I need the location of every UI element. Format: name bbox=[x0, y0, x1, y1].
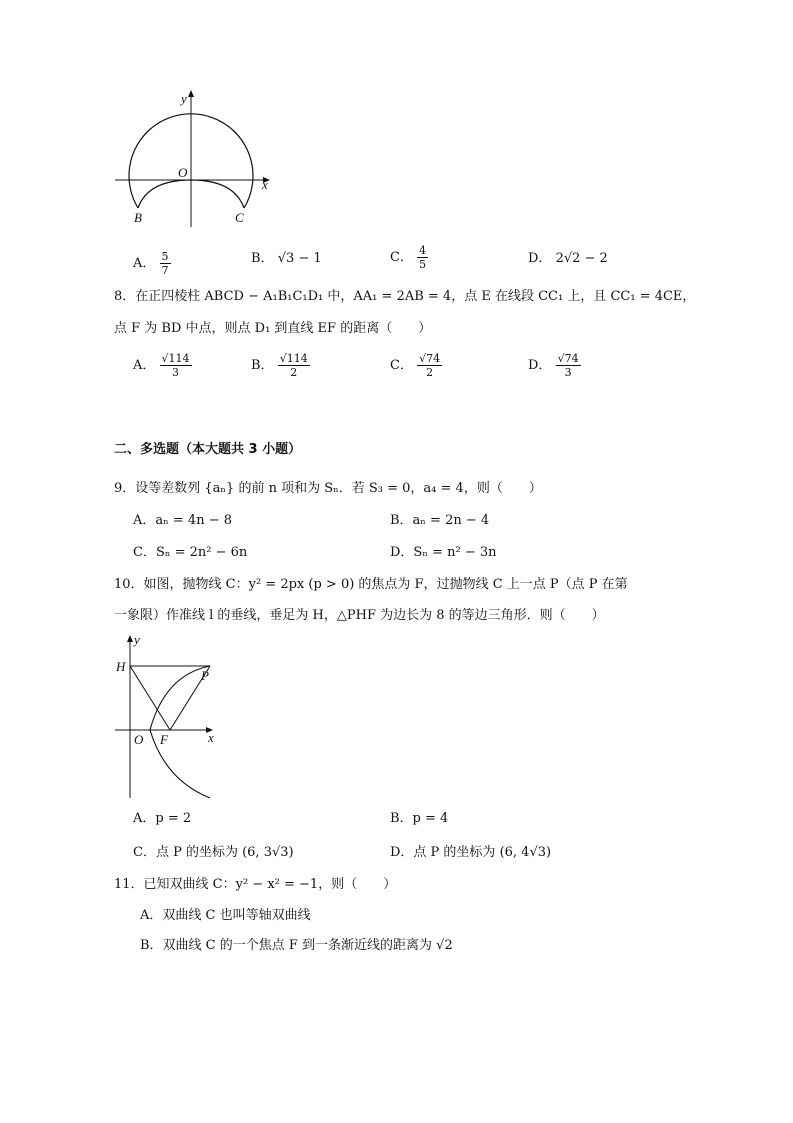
q8-option-d-letter: D． bbox=[528, 358, 552, 373]
y-axis-arrow-icon bbox=[188, 90, 194, 97]
q7-option-c-fraction: $\frac{4}{5}$ bbox=[419, 244, 427, 271]
q8-stem-line2: 点 F 为 BD 中点，则点 D₁ 到直线 EF 的距离（ ） bbox=[114, 321, 432, 336]
q8-option-a-fraction: $\frac{√114}{3}$ bbox=[161, 352, 190, 379]
q8-option-a[interactable] bbox=[133, 352, 192, 379]
q11-stem: 11．已知双曲线 C：y² − x² = −1，则（ ） bbox=[114, 877, 397, 892]
section-heading: 二、多选题（本大题共 3 小题） bbox=[114, 442, 302, 457]
q10-option-a[interactable]: A．p = 2 bbox=[133, 811, 192, 826]
parabola bbox=[150, 666, 210, 798]
q10-option-b[interactable]: B．p = 4 bbox=[390, 811, 449, 826]
q10-stem-line1: 10．如图，抛物线 C：y² = 2px (p > 0) 的焦点为 F，过抛物线 C 上一点 P（点 P 在第 bbox=[114, 577, 628, 592]
q7-option-b[interactable] bbox=[251, 250, 322, 268]
q7-option-a[interactable] bbox=[133, 250, 171, 277]
fig7-origin-label: O bbox=[178, 165, 188, 180]
q7-figure bbox=[100, 85, 290, 230]
q8-option-b-letter: B． bbox=[251, 358, 274, 373]
q8-option-b-fraction: $\frac{√114}{2}$ bbox=[279, 352, 308, 379]
q7-option-a-fraction: $\frac{5}{7}$ bbox=[161, 250, 169, 277]
q8-stem-line1: 8．在正四棱柱 ABCD − A₁B₁C₁D₁ 中，AA₁ = 2AB = 4，点 E 在线段 CC₁ 上，且 CC₁ = 4CE， bbox=[114, 289, 696, 304]
fig7-point-b-label: B bbox=[134, 210, 142, 225]
q7-option-b-value: √3 − 1 bbox=[277, 251, 322, 266]
q10-option-d[interactable]: D．点 P 的坐标为 (6, 4√3) bbox=[390, 845, 552, 860]
q8-option-c-fraction: $\frac{√74}{2}$ bbox=[419, 352, 441, 379]
q9-stem: 9．设等差数列 {aₙ} 的前 n 项和为 Sₙ．若 S₃ = 0，a₄ = 4，则（ ） bbox=[114, 481, 542, 496]
fig10-point-h-label: H bbox=[116, 659, 126, 674]
q8-option-c[interactable] bbox=[390, 352, 442, 379]
fig10-point-p-label: P bbox=[201, 668, 209, 683]
q8-option-a-letter: A． bbox=[133, 358, 156, 373]
q11-option-a[interactable]: A．双曲线 C 也叫等轴双曲线 bbox=[140, 908, 311, 923]
q7-option-b-letter: B． bbox=[251, 251, 274, 266]
q9-option-d[interactable]: D．Sₙ = n² − 3n bbox=[390, 545, 497, 560]
q8-option-b[interactable] bbox=[251, 352, 310, 379]
q7-option-c[interactable] bbox=[390, 244, 428, 271]
fig10-x-label: x bbox=[208, 730, 214, 745]
q9-option-c[interactable]: C．Sₙ = 2n² − 6n bbox=[133, 545, 248, 560]
q7-option-a-letter: A． bbox=[133, 256, 156, 271]
q7-option-d-value: 2√2 − 2 bbox=[555, 251, 608, 266]
left-inner-arc bbox=[138, 180, 191, 208]
q7-option-c-letter: C． bbox=[390, 250, 413, 265]
q10-figure bbox=[110, 630, 230, 800]
q10-stem-line2: 一象限）作准线 l 的垂线，垂足为 H，△PHF 为边长为 8 的等边三角形．则（ ） bbox=[114, 608, 605, 623]
q11-option-b[interactable]: B．双曲线 C 的一个焦点 F 到一条渐近线的距离为 √2 bbox=[140, 938, 453, 953]
y-axis-arrow-icon bbox=[127, 635, 133, 642]
q7-option-d-letter: D． bbox=[528, 251, 552, 266]
q9-option-a[interactable]: A．aₙ = 4n − 8 bbox=[133, 513, 232, 528]
fig10-point-f-label: F bbox=[160, 732, 168, 747]
fig10-origin-label: O bbox=[134, 732, 144, 747]
q8-option-d-fraction: $\frac{√74}{3}$ bbox=[557, 352, 579, 379]
q8-option-c-letter: C． bbox=[390, 358, 413, 373]
fig10-y-label: y bbox=[134, 632, 140, 647]
q10-option-c[interactable]: C．点 P 的坐标为 (6, 3√3) bbox=[133, 845, 294, 860]
fig7-x-label: x bbox=[262, 177, 268, 192]
right-inner-arc bbox=[191, 180, 244, 208]
fig7-point-c-label: C bbox=[235, 210, 244, 225]
fig7-y-label: y bbox=[181, 91, 187, 106]
q8-option-d[interactable] bbox=[528, 352, 581, 379]
q7-option-d[interactable] bbox=[528, 250, 608, 268]
q9-option-b[interactable]: B．aₙ = 2n − 4 bbox=[390, 513, 490, 528]
